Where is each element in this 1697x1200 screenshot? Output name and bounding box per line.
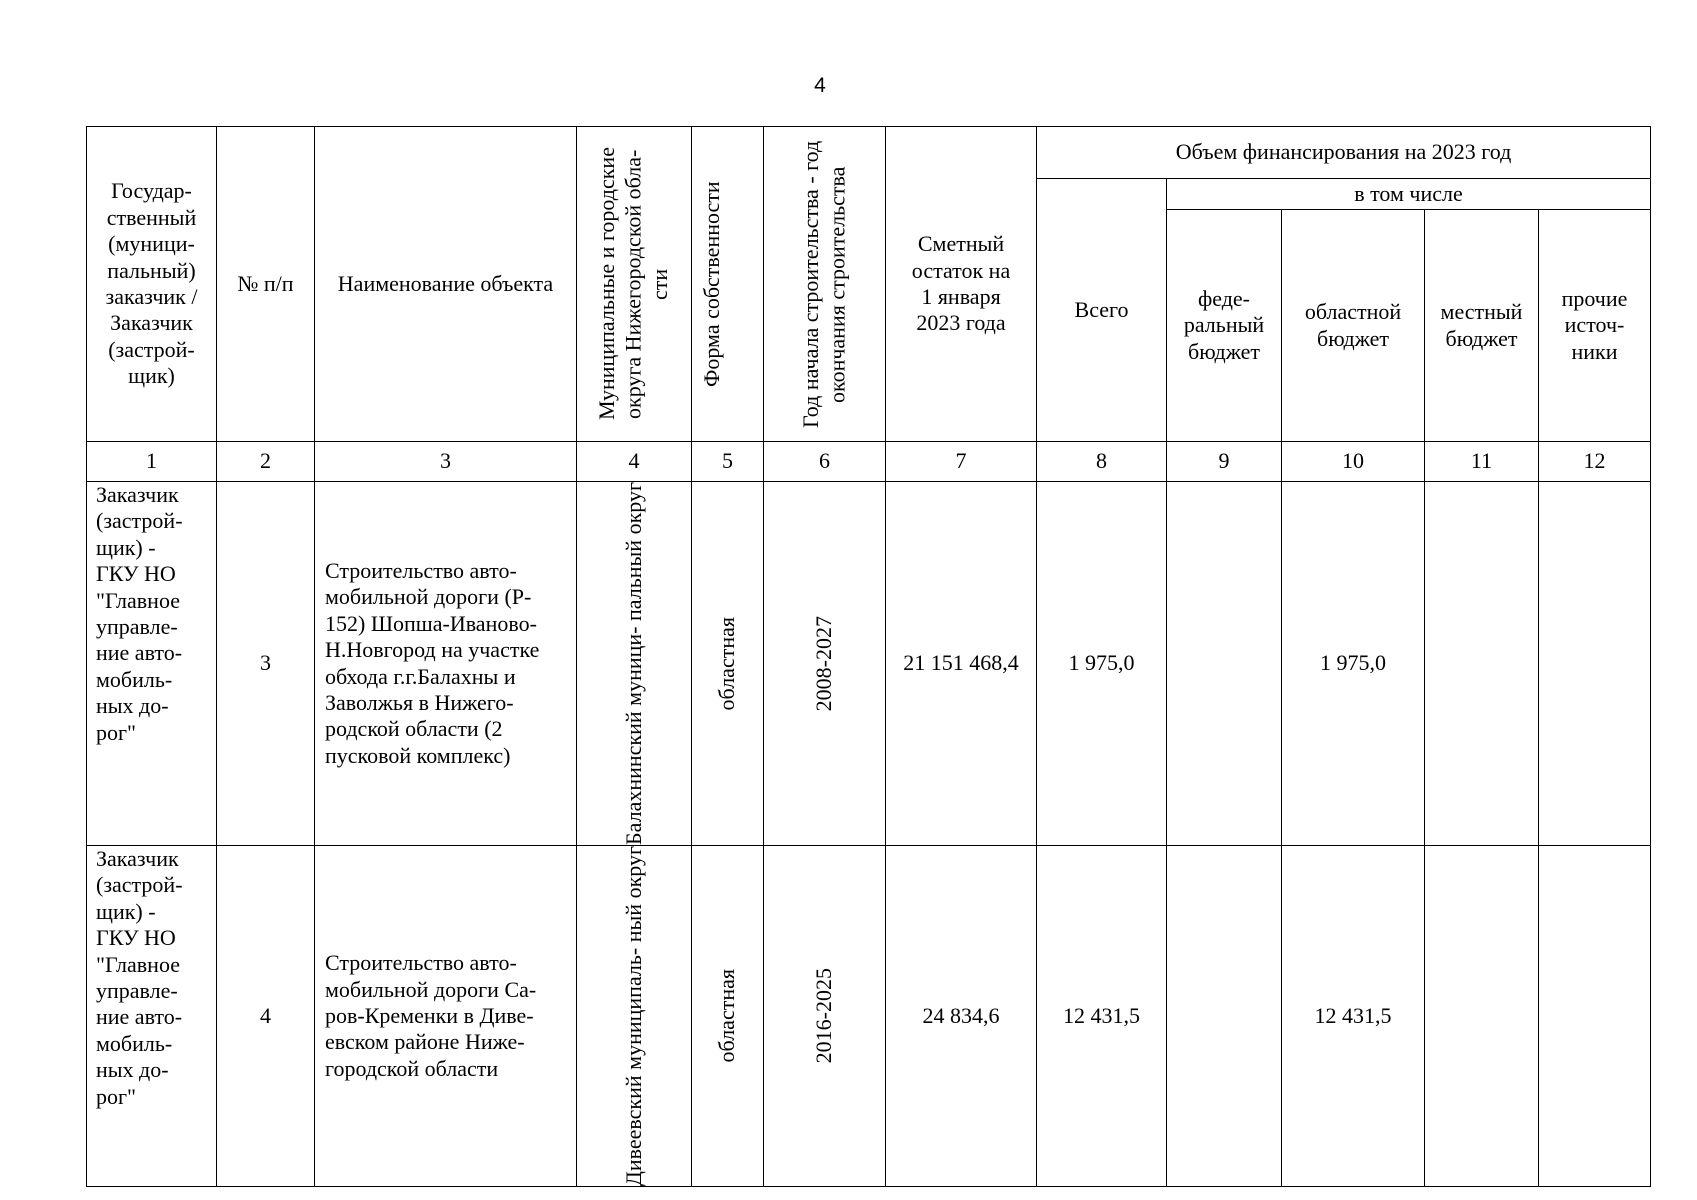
header-federal: феде- ральный бюджет [1167,210,1282,442]
header-regional: областной бюджет [1282,210,1425,442]
column-number: 2 [217,442,315,482]
ownership-cell [692,482,764,846]
column-number: 1 [87,442,217,482]
federal-cell [1167,846,1282,1187]
financing-table [86,126,1651,1187]
column-number: 4 [577,442,692,482]
header-years [764,127,886,442]
header-customer: Государ- ственный (муници- пальный) заказчик / Заказчик (застрой- щик) [87,127,217,442]
years-text: 2008-2027 [811,615,837,712]
table-row [87,846,1651,1187]
column-number-row [87,442,1651,482]
table-row [87,482,1651,846]
column-number: 12 [1539,442,1651,482]
other-cell [1539,846,1651,1187]
regional-cell: 1 975,0 [1282,482,1425,846]
customer-cell: Заказчик (застрой- щик) - ГКУ НО "Главное управле- ние авто- мобиль- ных до- рог" [87,482,217,846]
header-ownership-text: Форма собственности [698,181,724,387]
header-districts-text: Муниципальные и городские округа Нижегородской обла-сти [594,147,673,421]
local-cell [1425,482,1539,846]
header-estimate-balance: Сметный остаток на 1 января 2023 года [886,127,1037,442]
column-number: 5 [692,442,764,482]
total-cell: 12 431,5 [1037,846,1167,1187]
object-name-cell: Строительство авто- мобильной дороги Са- ров-Кременки в Диве- евском районе Ниже- городской области [315,846,577,1187]
total-cell: 1 975,0 [1037,482,1167,846]
column-number: 6 [764,442,886,482]
header-row [87,127,1651,179]
customer-cell: Заказчик (застрой- щик) - ГКУ НО "Главное управле- ние авто- мобиль- ных до- рог" [87,846,217,1187]
district-text: Дивеевский муниципаль- ный округ [620,846,646,1187]
district-cell [577,846,692,1187]
regional-cell: 12 431,5 [1282,846,1425,1187]
object-name-cell: Строительство авто- мобильной дороги (Р- 152) Шопша-Иваново- Н.Новгород на участке обхода г.г.Балахны и Заволжья в Нижего- родской области (2 пусковой комплекс) [315,482,577,846]
page-number: 4 [814,74,826,97]
federal-cell [1167,482,1282,846]
column-number: 9 [1167,442,1282,482]
ownership-text: областная [714,616,740,711]
column-number: 8 [1037,442,1167,482]
header-districts [577,127,692,442]
ownership-text: областная [714,969,740,1063]
number-cell: 3 [217,482,315,846]
header-other: прочие источ- ники [1539,210,1651,442]
local-cell [1425,846,1539,1187]
header-years-text: Год начала строительства - год окончания строительства [798,140,850,428]
header-including: в том числе [1167,179,1651,210]
header-total: Всего [1037,179,1167,442]
header-number: № п/п [217,127,315,442]
estimate-balance-cell: 24 834,6 [886,846,1037,1187]
years-text: 2016-2025 [811,968,837,1064]
column-number: 11 [1425,442,1539,482]
district-cell [577,482,692,846]
estimate-balance-cell: 21 151 468,4 [886,482,1037,846]
column-number: 3 [315,442,577,482]
district-text: Балахнинский муници- пальный округ [620,482,646,845]
years-cell [764,482,886,846]
column-number: 7 [886,442,1037,482]
number-cell: 4 [217,846,315,1187]
header-financing-group: Объем финансирования на 2023 год [1037,127,1651,179]
ownership-cell [692,846,764,1187]
header-ownership [692,127,764,442]
header-local: местный бюджет [1425,210,1539,442]
years-cell [764,846,886,1187]
other-cell [1539,482,1651,846]
column-number: 10 [1282,442,1425,482]
header-object-name: Наименование объекта [315,127,577,442]
